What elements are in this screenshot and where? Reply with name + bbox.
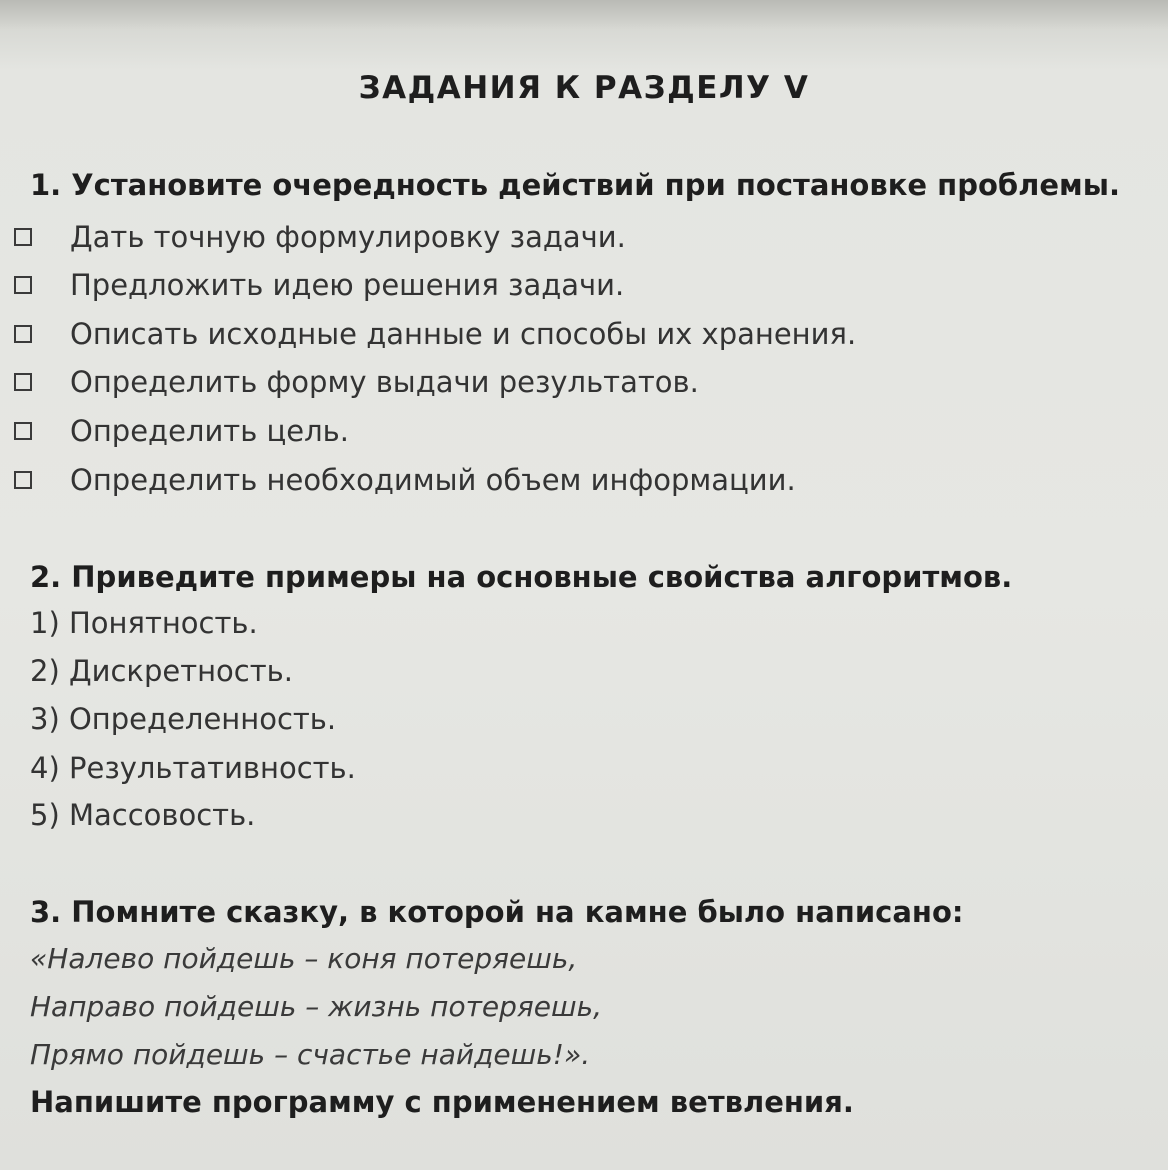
task-3-quote-line: «Налево пойдешь – коня потеряешь, — [30, 942, 578, 975]
task-3-instruction: Напишите программу с применением ветвления. — [30, 1085, 854, 1119]
task-1-option[interactable] — [14, 265, 624, 305]
task-1-option-label: Описать исходные данные и способы их хранения. — [70, 317, 857, 351]
checkbox-icon[interactable] — [14, 325, 32, 343]
task-1-option[interactable] — [14, 314, 856, 354]
checkbox-icon[interactable] — [14, 373, 32, 391]
task-3-quote-line: Прямо пойдешь – счастье найдешь!». — [30, 1038, 591, 1071]
task-2-item: 1) Понятность. — [30, 606, 258, 640]
checkbox-icon[interactable] — [14, 276, 32, 294]
task-1-option-label: Определить форму выдачи результатов. — [70, 365, 699, 399]
checkbox-icon[interactable] — [14, 228, 32, 246]
task-2-item: 4) Результативность. — [30, 751, 356, 785]
checkbox-icon[interactable] — [14, 422, 32, 440]
page-top-edge — [0, 0, 1168, 30]
task-2-item: 3) Определенность. — [30, 702, 337, 736]
task-3-heading: 3. Помните сказку, в которой на камне было написано: — [30, 895, 964, 929]
task-1-option[interactable] — [14, 362, 699, 402]
task-2-item: 5) Массовость. — [30, 798, 256, 832]
task-1-option[interactable] — [14, 411, 349, 451]
task-1-option-label: Дать точную формулировку задачи. — [70, 220, 626, 254]
task-2-heading: 2. Приведите примеры на основные свойства алгоритмов. — [30, 560, 1013, 594]
task-1-option[interactable] — [14, 460, 796, 500]
task-1-option-label: Определить цель. — [70, 414, 349, 448]
task-1-option[interactable] — [14, 217, 626, 257]
task-1-heading: 1. Установите очередность действий при постановке проблемы. — [30, 168, 1120, 202]
checkbox-icon[interactable] — [14, 471, 32, 489]
task-1-option-label: Предложить идею решения задачи. — [70, 268, 625, 302]
task-1-option-label: Определить необходимый объем информации. — [70, 463, 796, 497]
section-title: ЗАДАНИЯ К РАЗДЕЛУ V — [358, 70, 810, 106]
task-2-item: 2) Дискретность. — [30, 654, 293, 688]
task-3-quote-line: Направо пойдешь – жизнь потеряешь, — [30, 990, 602, 1023]
